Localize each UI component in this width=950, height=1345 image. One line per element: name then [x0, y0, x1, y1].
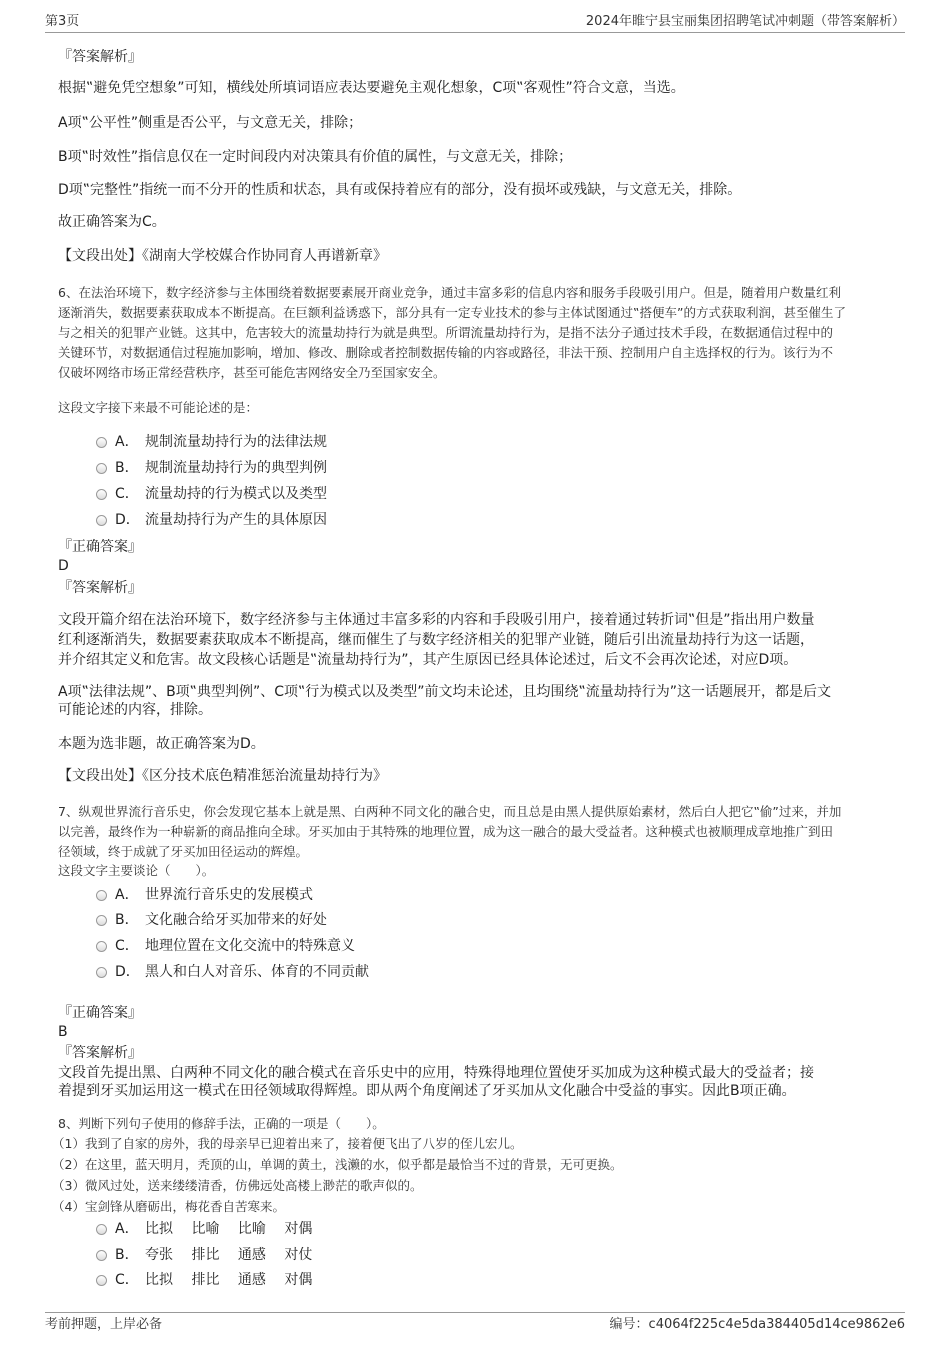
- document-title: 2024年睢宁县宝丽集团招聘笔试冲刺题（带答案解析）: [585, 14, 905, 29]
- option-letter: A．: [115, 434, 139, 450]
- option-text: 比拟 比喻 比喻 对偶: [145, 1221, 313, 1237]
- document-id: 编号：c4064f225c4e5da384405d14ce9862e6: [609, 1317, 905, 1332]
- question-stem: 关键环节，对数据通信过程施加影响，增加、修改、删除或者控制数据传输的内容或路径，非法干预、控制用户自主选择权的行为。该行为不: [58, 345, 834, 360]
- question-stem: 6、在法治环境下，数字经济参与主体围绕着数据要素展开商业竞争，通过丰富多彩的信息内容和服务手段吸引用户。但是，随着用户数量红利: [58, 285, 841, 300]
- analysis-text: 文段首先提出黑、白两种不同文化的融合模式在音乐史中的应用，特殊得地理位置使牙买加成为这种模式最大的受益者；接: [58, 1065, 814, 1081]
- option-c[interactable]: [96, 484, 327, 504]
- option-letter: D．: [115, 512, 140, 528]
- analysis-text: 红利逐渐消失，数据要素获取成本不断提高，继而催生了与数字经济相关的犯罪产业链，随后引出流量劫持行为这一话题，: [58, 632, 814, 648]
- analysis-text: A项‟公平性”侧重是否公平，与文意无关，排除；: [58, 115, 363, 131]
- radio-icon[interactable]: [96, 1250, 107, 1261]
- correct-answer: B: [58, 1024, 68, 1040]
- question-stem: 与之相关的犯罪产业链。这其中，危害较大的流量劫持行为就是典型。所谓流量劫持行为，是指不法分子通过技术手段，在数据通信过程中的: [58, 325, 834, 340]
- radio-icon[interactable]: [96, 1224, 107, 1235]
- question-item: （4）宝剑锋从磨砺出，梅花香自苦寒来。: [52, 1199, 285, 1214]
- option-letter: D．: [115, 964, 140, 980]
- radio-icon[interactable]: [96, 437, 107, 448]
- correct-answer: D: [58, 558, 69, 574]
- option-letter: A．: [115, 1221, 139, 1237]
- option-text: 地理位置在文化交流中的特殊意义: [145, 938, 355, 954]
- option-text: 黑人和白人对音乐、体育的不同贡献: [145, 964, 369, 980]
- option-text: 流量劫持的行为模式以及类型: [145, 486, 327, 502]
- question-stem: 径领域，终于成就了牙买加田径运动的辉煌。: [58, 844, 309, 859]
- question-stem: 仅破坏网络市场正常经营秩序，甚至可能危害网络安全乃至国家安全。: [58, 365, 446, 380]
- question-item: （3）微风过处，送来缕缕清香，仿佛远处高楼上渺茫的歌声似的。: [52, 1178, 423, 1193]
- footer-slogan: 考前押题，上岸必备: [45, 1317, 163, 1332]
- source-citation: 【文段出处】《区分技术底色精准惩治流量劫持行为》: [58, 768, 387, 784]
- option-c[interactable]: [96, 1270, 312, 1290]
- option-text: 比拟 排比 通感 对偶: [145, 1272, 313, 1288]
- radio-icon[interactable]: [96, 967, 107, 978]
- answer-conclusion: 故正确答案为C。: [58, 214, 166, 230]
- question-stem: 8、判断下列句子使用的修辞手法，正确的一项是（ ）。: [58, 1116, 385, 1131]
- question-prompt: 这段文字接下来最不可能论述的是：: [58, 400, 259, 415]
- question-stem: 以完善，最终作为一种崭新的商品推向全球。牙买加由于其特殊的地理位置，成为这一融合的最大受益者。这种模式也被顺理成章地推广到田: [58, 824, 834, 839]
- option-b[interactable]: [96, 458, 327, 478]
- option-letter: C．: [115, 1272, 139, 1288]
- option-d[interactable]: [96, 510, 327, 530]
- analysis-text: 根据‟避免凭空想象”可知，横线处所填词语应表达要避免主观化想象，C项‟客观性”符合文意，当选。: [58, 80, 685, 96]
- option-text: 夸张 排比 通感 对仗: [145, 1247, 313, 1263]
- question-prompt: 这段文字主要谈论（ ）。: [58, 863, 215, 878]
- source-citation: 【文段出处】《湖南大学校媒合作协同育人再谱新章》: [58, 248, 387, 264]
- header-divider: [45, 32, 905, 33]
- analysis-text: 并介绍其定义和危害。故文段核心话题是‟流量劫持行为”，其产生原因已经具体论述过，后文不会再次论述，对应D项。: [58, 652, 798, 668]
- option-text: 世界流行音乐史的发展模式: [145, 887, 313, 903]
- option-letter: C．: [115, 486, 139, 502]
- radio-icon[interactable]: [96, 941, 107, 952]
- answer-conclusion: 本题为选非题，故正确答案为D。: [58, 736, 265, 752]
- radio-icon[interactable]: [96, 890, 107, 901]
- option-a[interactable]: [96, 885, 313, 905]
- option-text: 规制流量劫持行为的典型判例: [145, 460, 327, 476]
- analysis-text: 可能论述的内容，排除。: [58, 702, 212, 718]
- option-letter: B．: [115, 912, 139, 928]
- analysis-label: 『答案解析』: [58, 580, 142, 596]
- analysis-text: B项‟时效性”指信息仅在一定时间段内对决策具有价值的属性，与文意无关，排除；: [58, 149, 573, 165]
- analysis-text: 文段开篇介绍在法治环境下，数字经济参与主体通过丰富多彩的内容和手段吸引用户，接着通过转折词‟但是”指出用户数量: [58, 612, 815, 628]
- analysis-label: 『答案解析』: [58, 1045, 142, 1061]
- option-text: 流量劫持行为产生的具体原因: [145, 512, 327, 528]
- option-text: 规制流量劫持行为的法律法规: [145, 434, 327, 450]
- option-letter: B．: [115, 1247, 139, 1263]
- radio-icon[interactable]: [96, 1275, 107, 1286]
- correct-answer-label: 『正确答案』: [58, 539, 142, 555]
- option-a[interactable]: [96, 1219, 312, 1239]
- analysis-text: 着提到牙买加运用这一模式在田径领域取得辉煌。即从两个角度阐述了牙买加从文化融合中受益的事实。因此B项正确。: [58, 1083, 796, 1099]
- page-number: 第3页: [45, 14, 80, 29]
- radio-icon[interactable]: [96, 489, 107, 500]
- question-item: （1）我到了自家的房外，我的母亲早已迎着出来了，接着便飞出了八岁的侄儿宏儿。: [52, 1136, 523, 1151]
- option-a[interactable]: [96, 432, 327, 452]
- option-c[interactable]: [96, 936, 355, 956]
- option-letter: C．: [115, 938, 139, 954]
- radio-icon[interactable]: [96, 463, 107, 474]
- analysis-text: D项‟完整性”指统一而不分开的性质和状态，具有或保持着应有的部分，没有损坏或残缺，与文意无关，排除。: [58, 182, 742, 198]
- analysis-text: A项‟法律法规”、B项‟典型判例”、C项‟行为模式以及类型”前文均未论述，且均围绕‟流量劫持行为”这一话题展开，都是后文: [58, 684, 831, 700]
- radio-icon[interactable]: [96, 515, 107, 526]
- option-b[interactable]: [96, 910, 327, 930]
- option-text: 文化融合给牙买加带来的好处: [145, 912, 327, 928]
- question-stem: 7、纵观世界流行音乐史，你会发现它基本上就是黑、白两种不同文化的融合史，而且总是由黑人提供原始素材，然后白人把它‟偷”过来，并加: [58, 804, 842, 819]
- question-item: （2）在这里，蓝天明月，秃顶的山，单调的黄土，浅濑的水，似乎都是最恰当不过的背景，无可更换。: [52, 1157, 623, 1172]
- option-b[interactable]: [96, 1245, 312, 1265]
- option-letter: A．: [115, 887, 139, 903]
- correct-answer-label: 『正确答案』: [58, 1005, 142, 1021]
- analysis-label: 『答案解析』: [58, 49, 142, 65]
- radio-icon[interactable]: [96, 915, 107, 926]
- option-letter: B．: [115, 460, 139, 476]
- question-stem: 逐渐消失，数据要素获取成本不断提高。在巨额利益诱惑下，部分具有一定专业技术的参与主体试图通过‟搭便车”的方式获取利润，甚至催生了: [58, 305, 846, 320]
- option-d[interactable]: [96, 962, 369, 982]
